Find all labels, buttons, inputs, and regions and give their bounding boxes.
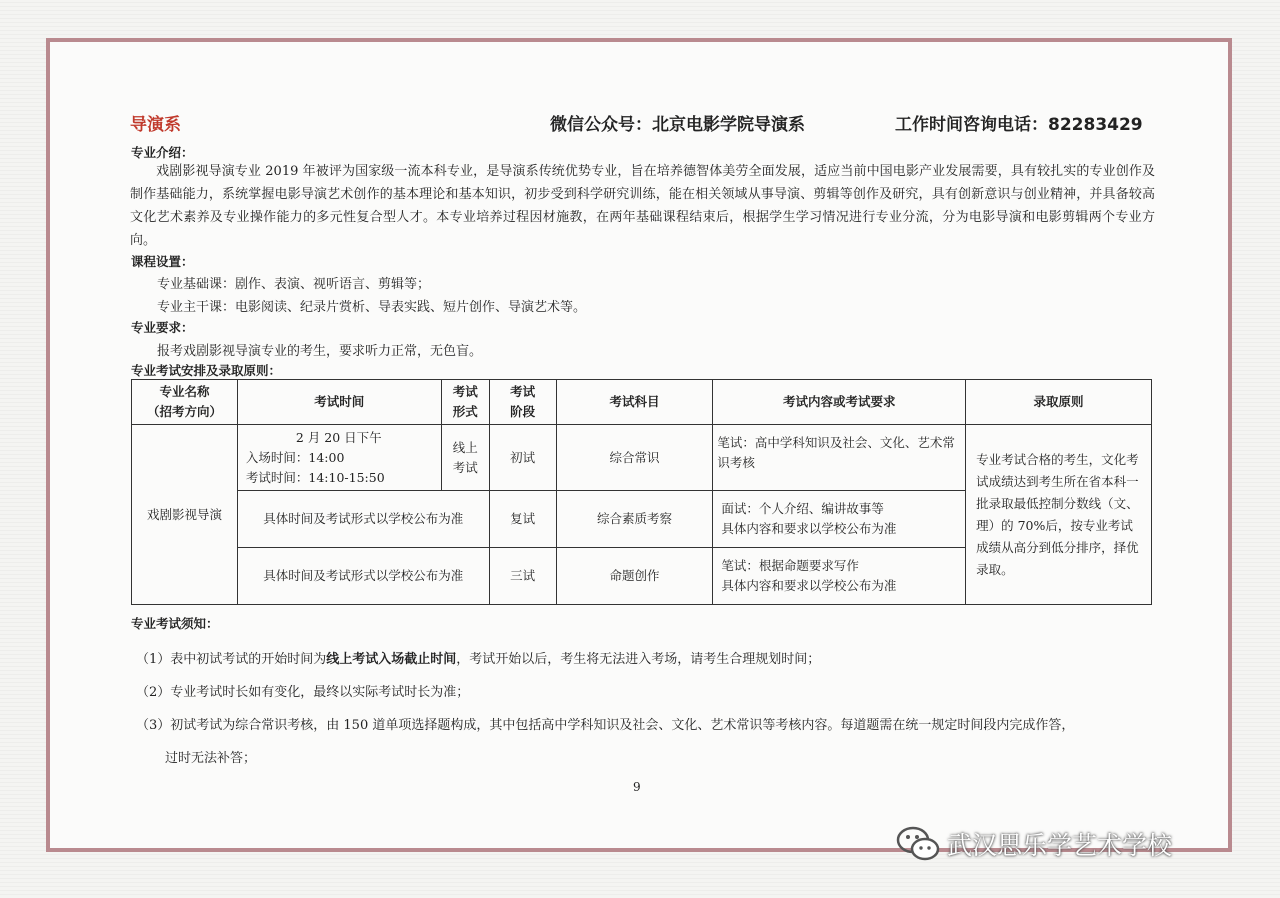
wechat-icon (895, 824, 941, 864)
row3-content-cell: 笔试：根据命题要求写作 具体内容和要求以学校公布为准 (713, 548, 966, 605)
note-1: （1）表中初试考试的开始时间为线上考试入场截止时间，考试开始以后，考生将无法进入考场，请考生合理规划时间； (136, 652, 821, 667)
header-subject: 考试科目 (556, 380, 713, 425)
row2-stage-cell: 复试 (489, 491, 556, 548)
row3-subject-cell: 命题创作 (556, 548, 713, 605)
table-row (132, 425, 1152, 491)
admission-cell: 专业考试合格的考生，文化考试成绩达到考生所在省本科一批录取最低控制分数线（文、理）的 70%后，按专业考试成绩从高分到低分排序，择优录取。 (966, 425, 1152, 605)
row1-time-cell: 2 月 20 日下午 入场时间：14:00 考试时间：14:10-15:50 (237, 425, 441, 491)
row2-subject-cell: 综合素质考察 (556, 491, 713, 548)
row1-content-cell: 笔试：高中学科知识及社会、文化、艺术常识考核 (713, 425, 966, 491)
page-number: 9 (633, 780, 641, 794)
requirements-text: 报考戏剧影视导演专业的考生，要求听力正常，无色盲。 (157, 344, 483, 359)
header-form: 考试 形式 (441, 380, 489, 425)
major-name-cell: 戏剧影视导演 (132, 425, 238, 605)
header-stage: 考试 阶段 (489, 380, 556, 425)
row1-form-cell: 线上 考试 (441, 425, 489, 491)
row3-stage-cell: 三试 (489, 548, 556, 605)
courses-basic: 专业基础课：剧作、表演、视听语言、剪辑等； (157, 277, 431, 292)
intro-paragraph (130, 160, 1155, 252)
header-major: 专业名称 （招考方向） (132, 380, 238, 425)
row2-time-cell: 具体时间及考试形式以学校公布为准 (237, 491, 489, 548)
intro-title: 专业介绍： (131, 145, 194, 160)
header-content: 考试内容或考试要求 (713, 380, 966, 425)
note-3: （3）初试考试为综合常识考核，由 150 道单项选择题构成，其中包括高中学科知识及社会、文化、艺术常识等考核内容。每道题需在统一规定时间段内完成作答， (136, 718, 1075, 733)
row1-subject-cell: 综合常识 (556, 425, 713, 491)
requirements-title: 专业要求： (131, 320, 194, 335)
wechat-account: 微信公众号：北京电影学院导演系 (550, 115, 805, 135)
page-header (130, 110, 1150, 136)
table-header-row (132, 380, 1152, 425)
note-3-continued: 过时无法补答； (165, 751, 257, 766)
intro-text: 戏剧影视导演专业 2019 年被评为国家级一流本科专业，是导演系传统优势专业，旨在培养德智体美劳全面发展，适应当前中国电影产业发展需要，具有较扎实的专业创作及制作基础能力，系统掌握电影导演艺术创作的基本理论和基本知识，初步受到科学研究训练，能在相关领域从事导演、剪辑等创作及研究，具有创新意识与创业精神，并具备较高文化艺术素养及专业操作能力的多元性复合型人才。本专业培养过程因材施教，在两年基础课程结束后，根据学生学习情况进行专业分流，分为电影导演和电影剪辑两个专业方向。 (130, 164, 1155, 248)
row1-stage-cell: 初试 (489, 425, 556, 491)
row3-time-cell: 具体时间及考试形式以学校公布为准 (237, 548, 489, 605)
watermark (895, 824, 1172, 864)
note-2: （2）专业考试时长如有变化，最终以实际考试时长为准； (136, 685, 470, 700)
watermark-text: 武汉思乐学艺术学校 (947, 831, 1173, 860)
exam-table (131, 379, 1152, 605)
contact-phone: 工作时间咨询电话：82283429 (895, 115, 1143, 135)
courses-main: 专业主干课：电影阅读、纪录片赏析、导表实践、短片创作、导演艺术等。 (157, 300, 587, 315)
exam-title: 专业考试安排及录取原则： (131, 363, 282, 378)
header-time: 考试时间 (237, 380, 441, 425)
department-title: 导演系 (130, 115, 181, 135)
courses-title: 课程设置： (131, 254, 194, 269)
header-admission: 录取原则 (966, 380, 1152, 425)
row2-content-cell: 面试：个人介绍、编讲故事等 具体内容和要求以学校公布为准 (713, 491, 966, 548)
notes-title: 专业考试须知： (131, 616, 219, 631)
